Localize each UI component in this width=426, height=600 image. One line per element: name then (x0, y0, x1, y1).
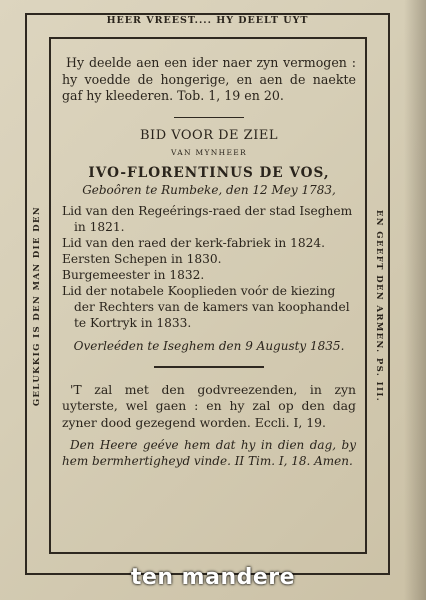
border-motto-right-text: EN GEEFT DEN ARMEN. PS. III. (374, 209, 384, 403)
office-item: Eersten Schepen in 1830. (62, 252, 222, 266)
watermark: ten mandere (130, 565, 296, 590)
scripture-verse: Hy deelde aen een ider naer zyn vermogen : hy voedde de hongerige, en aen de naekte gaf hy kleederen. Tob. 1, 19 en 20. (62, 55, 356, 103)
office-item: Lid der notabele Koopliеden voór de kiezing der Rechters van de kamers van koophandel te Kortryk in 1833. (62, 284, 350, 330)
border-motto-top: HEER VREEST.... HY DEELT UYT (106, 15, 309, 26)
deceased-name: IVO-FLORENTINUS DE VOS, (88, 165, 330, 181)
divider (174, 117, 244, 119)
card-edge-shadow (404, 0, 426, 600)
divider (154, 366, 264, 368)
death-line: Overleéden te Iseghem den 9 Augusty 1835. (73, 339, 345, 353)
prayer-heading: BID VOOR DE ZIEL (140, 128, 278, 143)
border-motto-left-text: GELUKKIG IS DEN MAN DIE DEN (32, 205, 42, 407)
office-item: Burgemeester in 1832. (62, 268, 205, 282)
quote-timothy: Den Heere geéve hem dat hy in dien dag, by hem bermhertigheyd vinde. II Tim. I, 18. Amen. (62, 438, 356, 468)
birth-line: Geboôren te Rumbeke, den 12 Mey 1783, (82, 183, 336, 197)
offices-list (62, 203, 356, 331)
van-mynheer-label: VAN MYNHEER (171, 148, 247, 157)
office-item: Lid van den raed der kerk-fabriek in 1824. (62, 236, 325, 250)
quote-ecclesiasticus: 'T zal met den godvreezenden, in zyn uyterste, wel gaen : en hy zal op den dag zyner dood gezegend worden. Eccli. I, 19. (62, 381, 356, 430)
border-motto-right (368, 209, 390, 403)
card-content (62, 55, 356, 469)
office-item: Lid van den Regeérings-raed der stad Iseghem in 1821. (62, 204, 353, 234)
border-motto-left (26, 205, 48, 407)
